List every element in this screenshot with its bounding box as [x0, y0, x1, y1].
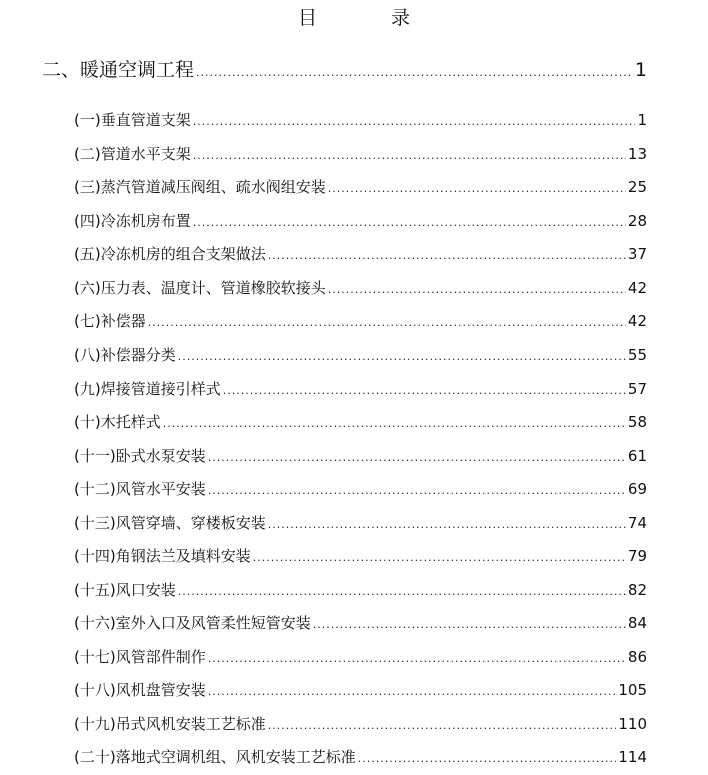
toc-entry-number: (十八)	[74, 681, 116, 699]
toc-entry[interactable]	[74, 210, 647, 231]
dot-leader	[253, 551, 626, 564]
toc-entry-number: (七)	[74, 312, 101, 330]
toc-entry-label: 补偿器	[100, 312, 146, 330]
dot-leader	[223, 384, 626, 397]
toc-main-entry[interactable]	[42, 55, 647, 82]
toc-page-number: 74	[627, 514, 647, 532]
toc-page-number: 25	[627, 178, 647, 196]
toc-entry-label: 风管部件制作	[115, 648, 206, 666]
toc-entry-label: 木托样式	[100, 413, 161, 431]
dot-leader	[313, 618, 626, 631]
toc-page-number: 82	[627, 581, 647, 599]
toc-entry-number: (三)	[74, 178, 101, 196]
dot-leader	[208, 652, 626, 665]
toc-entry[interactable]	[74, 109, 647, 130]
toc-entry-number: (十四)	[74, 547, 116, 565]
toc-entry-number: (二十)	[74, 748, 116, 766]
toc-page-number: 57	[627, 380, 647, 398]
toc-entry-number: (十三)	[74, 514, 116, 532]
dot-leader	[163, 417, 626, 430]
toc-entry-number: (十五)	[74, 581, 116, 599]
dot-leader	[193, 149, 626, 162]
dot-leader	[268, 518, 626, 531]
dot-leader	[208, 484, 626, 497]
toc-entry-number: (十九)	[74, 715, 116, 733]
toc-entry-label: 卧式水泵安装	[115, 447, 206, 465]
dot-leader	[193, 115, 636, 128]
toc-entry[interactable]	[74, 445, 647, 466]
toc-title: 目 录	[297, 7, 445, 29]
toc-entry-number: (八)	[74, 346, 101, 364]
toc-entry[interactable]	[74, 243, 647, 264]
toc-entry-number: (一)	[74, 111, 101, 129]
toc-entry-label: 焊接管道接引样式	[100, 380, 221, 398]
toc-main-label: 二、暖通空调工程	[42, 59, 195, 81]
toc-entry[interactable]	[74, 746, 647, 767]
toc-entry-number: (九)	[74, 380, 101, 398]
toc-entry[interactable]	[74, 378, 647, 399]
toc-entry-number: (二)	[74, 145, 101, 163]
toc-page-number: 84	[627, 614, 647, 632]
toc-entry[interactable]	[74, 679, 647, 700]
toc-entry-label: 室外入口及风管柔性短管安装	[115, 614, 311, 632]
toc-entry[interactable]	[74, 277, 647, 298]
toc-page-number: 42	[627, 312, 647, 330]
toc-page-number: 114	[618, 748, 647, 766]
dot-leader	[268, 249, 626, 262]
dot-leader	[268, 719, 617, 732]
toc-entry-label: 风机盘管安装	[115, 681, 206, 699]
toc-entry[interactable]	[74, 545, 647, 566]
toc-entry-label: 风口安装	[115, 581, 176, 599]
toc-entry-label: 压力表、温度计、管道橡胶软接头	[100, 279, 326, 297]
dot-leader	[328, 182, 626, 195]
dot-leader	[178, 350, 626, 363]
toc-entry[interactable]	[74, 478, 647, 499]
toc-entry-number: (十一)	[74, 447, 116, 465]
toc-page-number: 61	[627, 447, 647, 465]
toc-entry-label: 吊式风机安装工艺标准	[115, 715, 266, 733]
dot-leader	[196, 66, 633, 79]
toc-entry[interactable]	[74, 176, 647, 197]
dot-leader	[148, 316, 626, 329]
toc-page-number: 42	[627, 279, 647, 297]
toc-entry[interactable]	[74, 713, 647, 734]
toc-page-number: 58	[627, 413, 647, 431]
toc-entry-number: (十六)	[74, 614, 116, 632]
toc-entry-label: 落地式空调机组、风机安装工艺标准	[115, 748, 356, 766]
dot-leader	[328, 283, 626, 296]
toc-entry[interactable]	[74, 344, 647, 365]
toc-entry-label: 冷冻机房的组合支架做法	[100, 245, 266, 263]
toc-entry-label: 蒸汽管道减压阀组、疏水阀组安装	[100, 178, 326, 196]
dot-leader	[208, 685, 617, 698]
toc-page-number: 1	[634, 59, 647, 81]
dot-leader	[208, 451, 626, 464]
toc-entry-number: (六)	[74, 279, 101, 297]
toc-entry[interactable]	[74, 310, 647, 331]
toc-entry[interactable]	[74, 579, 647, 600]
toc-entry[interactable]	[74, 143, 647, 164]
toc-entry[interactable]	[74, 612, 647, 633]
toc-entry-label: 管道水平支架	[100, 145, 191, 163]
toc-entry-number: (四)	[74, 212, 101, 230]
toc-entry[interactable]	[74, 646, 647, 667]
toc-page-number: 55	[627, 346, 647, 364]
toc-entry-number: (十)	[74, 413, 101, 431]
toc-page-number: 1	[637, 111, 647, 129]
toc-entry-number: (十二)	[74, 480, 116, 498]
toc-entry[interactable]	[74, 512, 647, 533]
toc-entry-label: 冷冻机房布置	[100, 212, 191, 230]
toc-page-number: 28	[627, 212, 647, 230]
toc-page-number: 37	[627, 245, 647, 263]
toc-entry-label: 补偿器分类	[100, 346, 176, 364]
toc-page-number: 86	[627, 648, 647, 666]
toc-page-number: 110	[618, 715, 647, 733]
dot-leader	[178, 585, 626, 598]
toc-entry-label: 风管水平安装	[115, 480, 206, 498]
toc-page-number: 105	[618, 681, 647, 699]
toc-entry-number: (五)	[74, 245, 101, 263]
dot-leader	[193, 216, 626, 229]
dot-leader	[358, 752, 617, 765]
toc-entry[interactable]	[74, 411, 647, 432]
toc-entry-label: 垂直管道支架	[100, 111, 191, 129]
toc-page-number: 79	[627, 547, 647, 565]
toc-page-number: 69	[627, 480, 647, 498]
toc-entry-number: (十七)	[74, 648, 116, 666]
toc-entry-label: 风管穿墙、穿楼板安装	[115, 514, 266, 532]
toc-page-number: 13	[627, 145, 647, 163]
toc-entry-label: 角钢法兰及填料安装	[115, 547, 251, 565]
